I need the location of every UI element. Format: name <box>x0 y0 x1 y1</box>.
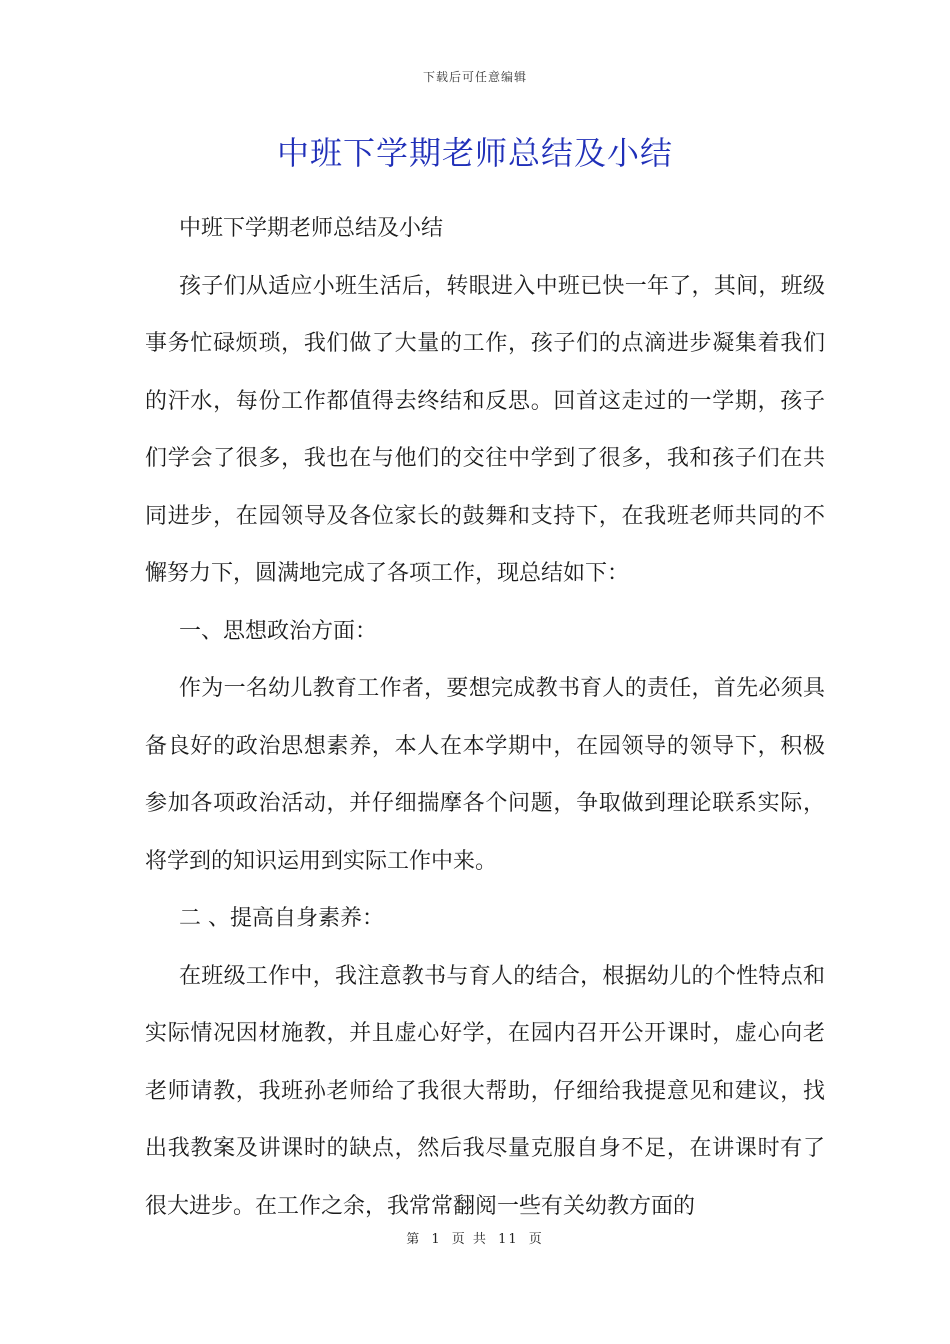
document-title: 中班下学期老师总结及小结 <box>276 134 673 172</box>
footer-middle: 页 共 <box>451 1232 488 1247</box>
footer-total-pages: 11 <box>498 1232 519 1247</box>
footer-prefix: 第 <box>406 1232 422 1247</box>
paragraph-intro: 孩子们从适应小班生活后，转眼进入中班已快一年了，其间，班级事务忙碌烦琐，我们做了大量的工作，孩子们的点滴进步凝集着我们的汗水，每份工作都值得去终结和反思。回首这走过的一学期，孩子们学会了很多，我也在与他们的交往中学到了很多，我和孩子们在共同进步，在园领导及各位家长的鼓舞和支持下，在我班老师共同的不懈努力下，圆满地完成了各项工作，现总结如下： <box>145 273 825 586</box>
footer-suffix: 页 <box>528 1232 544 1247</box>
paragraph-section-1: 作为一名幼儿教育工作者，要想完成教书育人的责任，首先必须具备良好的政治思想素养，本人在本学期中，在园领导的领导下，积极参加各项政治活动，并仔细揣摩各个问题，争取做到理论联系实际，将学到的知识运用到实际工作中来。 <box>145 676 825 874</box>
paragraph-subtitle: 中班下学期老师总结及小结 <box>179 216 444 241</box>
paragraph-section-2: 在班级工作中，我注意教书与育人的结合，根据幼儿的个性特点和实际情况因材施教，并且虚心好学，在园内召开公开课时，虚心向老老师请教，我班孙老师给了我很大帮助，仔细给我提意见和建议，找出我教案及讲课时的缺点，然后我尽量克服自身不足，在讲课时有了很大进步。在工作之余，我常常翻阅一些有关幼教方面的 <box>145 963 825 1219</box>
header-note: 下载后可任意编辑 <box>422 70 527 84</box>
page-footer <box>0 1228 950 1247</box>
footer-page-number: 1 <box>431 1232 442 1247</box>
section-heading-1: 一、思想政治方面： <box>179 618 378 644</box>
section-heading-2: 二 、提高自身素养： <box>179 906 384 931</box>
document-body <box>145 200 825 1235</box>
